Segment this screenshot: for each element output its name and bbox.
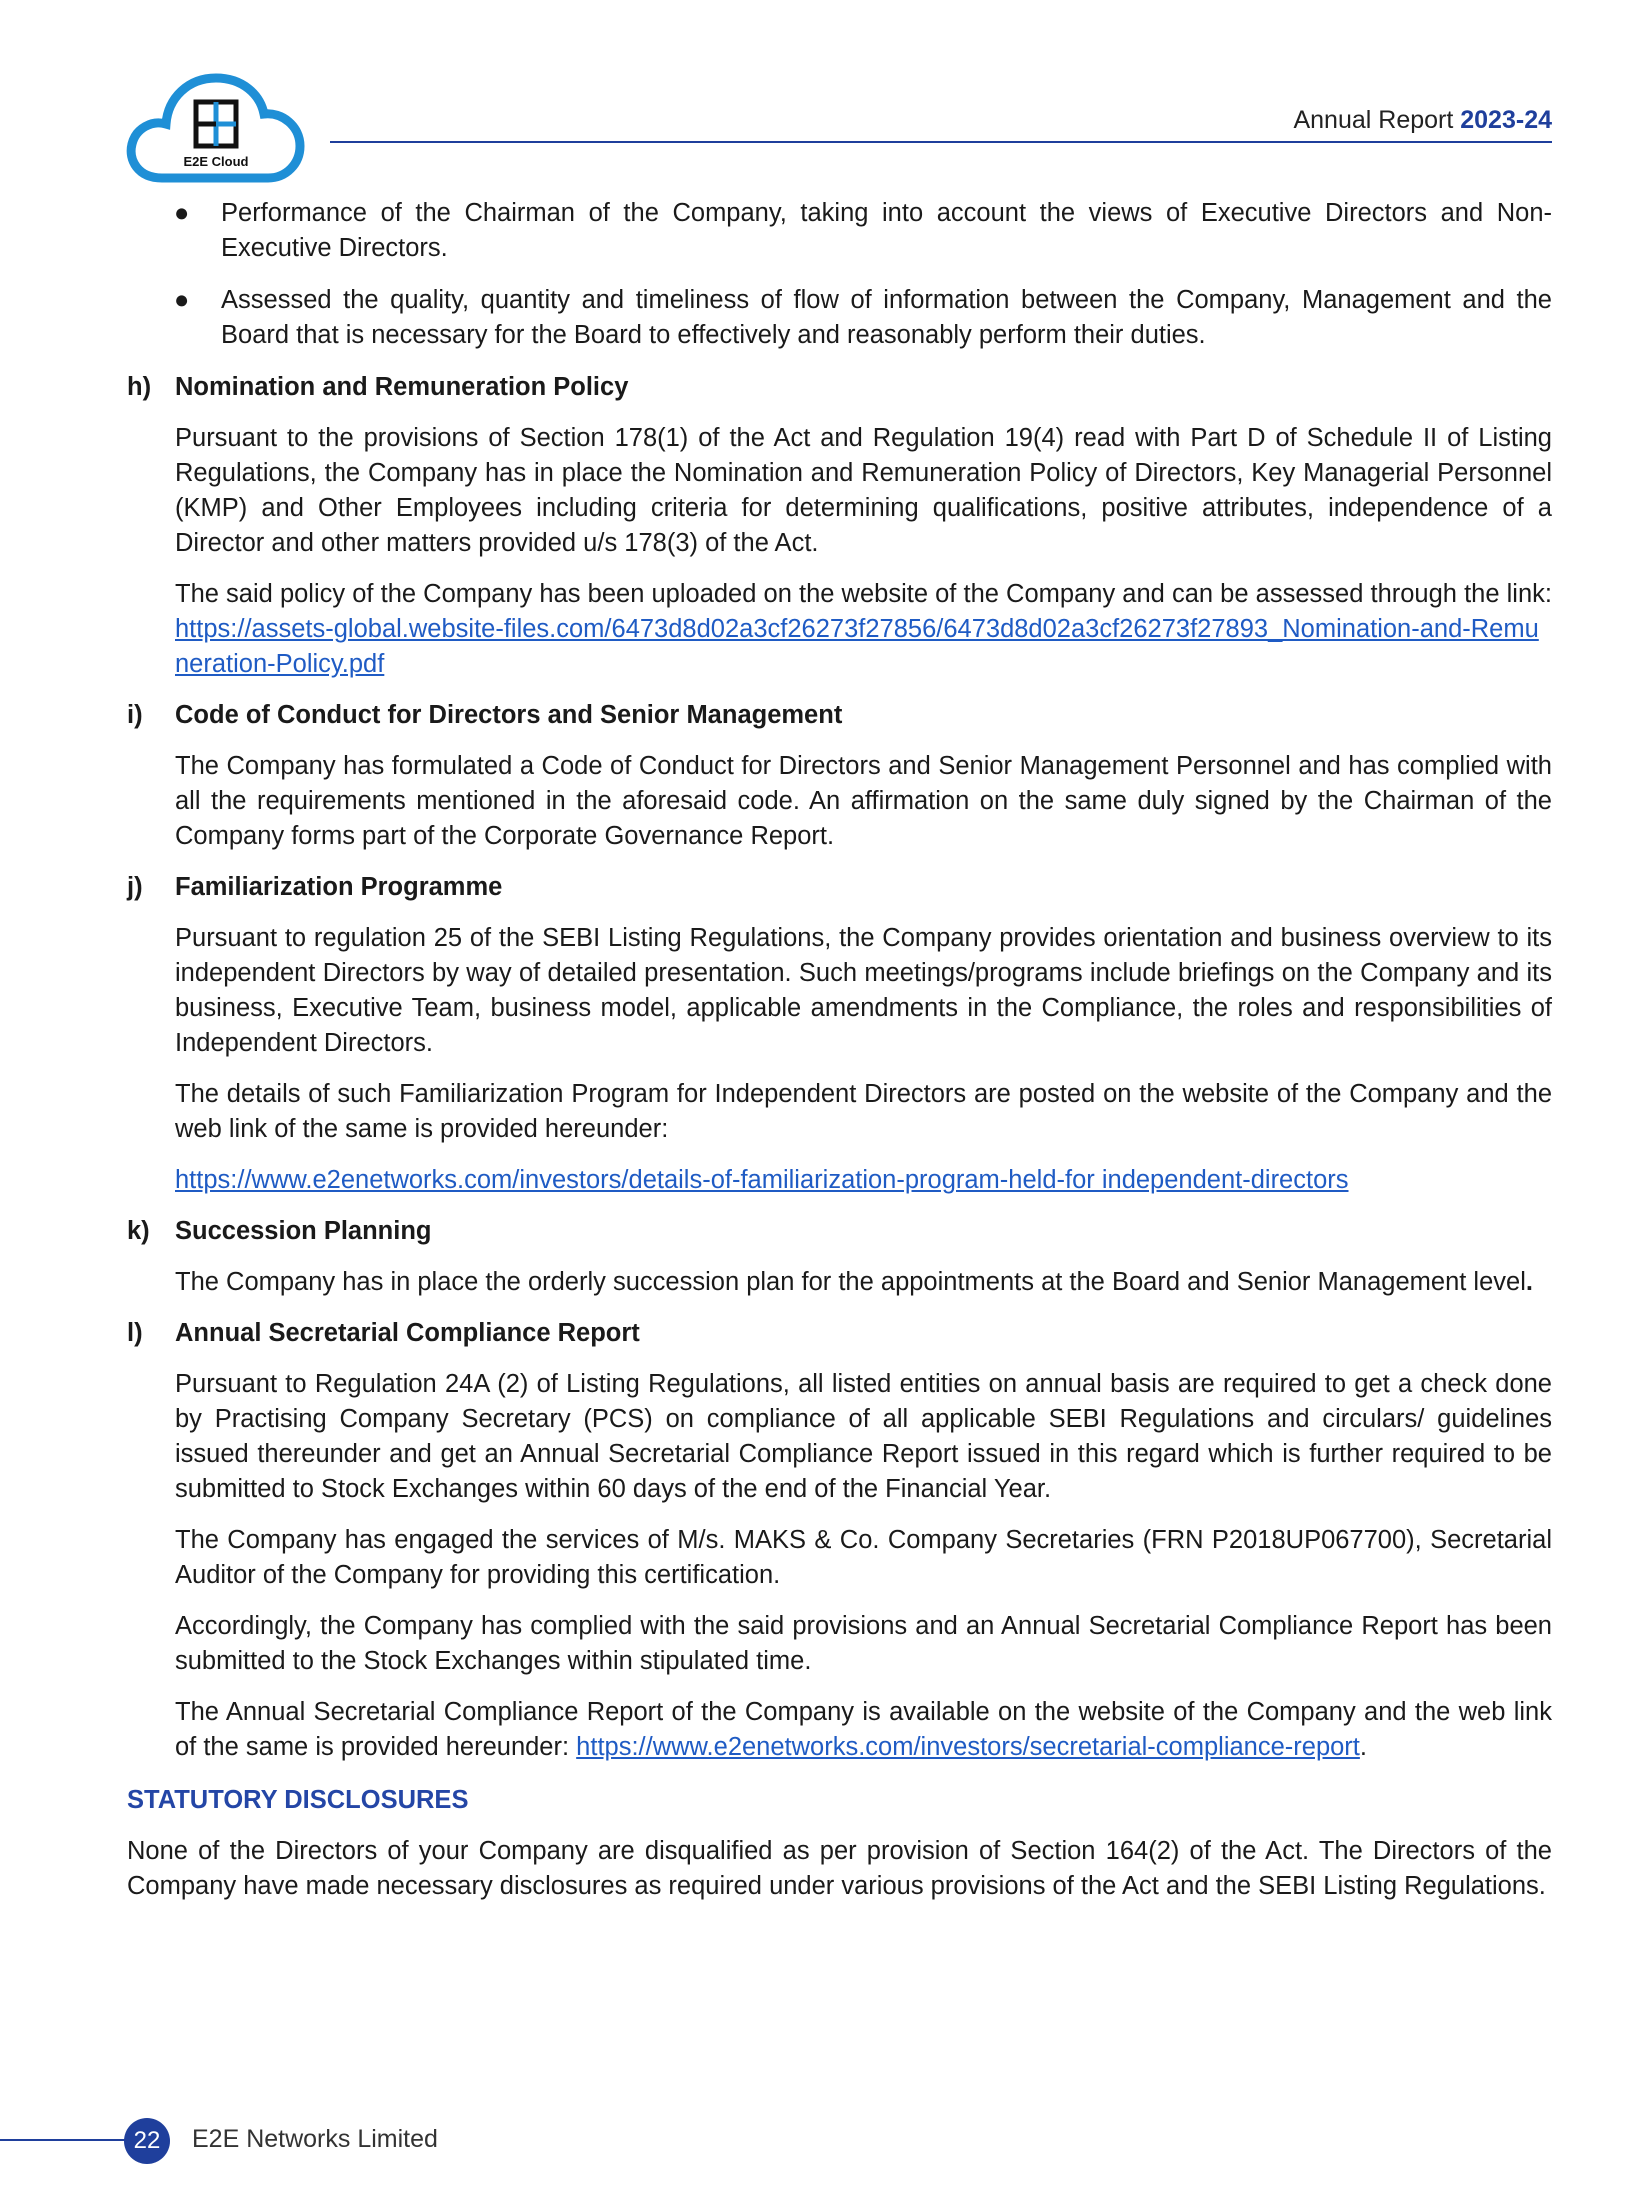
report-year: 2023-24 — [1460, 106, 1552, 134]
section-paragraph-with-link — [175, 577, 1552, 682]
nomination-policy-link[interactable]: https://assets-global.website-files.com/6473d8d02a3cf26273f27856/6473d8d02a3cf26273f27893_Nomination-and-Remuneration-Policy.pdf — [175, 615, 1539, 678]
bullet-icon: ● — [174, 199, 190, 227]
section-paragraph: The details of such Familiarization Program for Independent Directors are posted on the website of the Company and the web link of the same is provided hereunder: — [175, 1080, 1552, 1143]
header-report-title — [1293, 106, 1552, 135]
familiarization-program-link[interactable]: https://www.e2enetworks.com/investors/details-of-familiarization-program-held-for independent-directors — [175, 1166, 1349, 1194]
secretarial-compliance-link[interactable]: https://www.e2enetworks.com/investors/secretarial-compliance-report — [576, 1733, 1360, 1761]
statutory-disclosures-paragraph: None of the Directors of your Company are disqualified as per provision of Section 164(2) of the Act. The Directors of the Company have made necessary disclosures as required under various provisions of the Act and the SEBI Listing Regulations. — [127, 1837, 1552, 1900]
section-heading-j — [127, 870, 1552, 905]
paragraph-text: The Annual Secretarial Compliance Report of the Company is available on the website of the Company and the web link of the same is provided hereunder: — [175, 1698, 1552, 1761]
paragraph-text: The Company has in place the orderly succession plan for the appointments at the Board and Senior Management level — [175, 1268, 1526, 1296]
section-heading-k — [127, 1214, 1552, 1249]
familiarization-link-paragraph — [175, 1163, 1552, 1198]
bullet-item — [127, 196, 1552, 266]
section-paragraph: Accordingly, the Company has complied with the said provisions and an Annual Secretarial Compliance Report has been submitted to the Stock Exchanges within stipulated time. — [175, 1612, 1552, 1675]
section-paragraph-with-link — [175, 1695, 1552, 1765]
section-letter: k) — [127, 1217, 150, 1245]
bullet-icon: ● — [174, 286, 190, 314]
footer-company-name: E2E Networks Limited — [192, 2125, 438, 2153]
section-title: Code of Conduct for Directors and Senior Management — [175, 701, 843, 729]
page-number: 22 — [124, 2118, 170, 2164]
section-letter: j) — [127, 873, 143, 901]
paragraph-text: The said policy of the Company has been uploaded on the website of the Company and can be assessed through the link: — [175, 580, 1552, 608]
section-title: Familiarization Programme — [175, 873, 503, 901]
section-paragraph: Pursuant to Regulation 24A (2) of Listing Regulations, all listed entities on annual basis are required to get a check done by Practising Company Secretary (PCS) on compliance of all applicable SEBI Regulations and circulars/ guidelines issued thereunder and get an Annual Secretarial Compliance Report issued in this regard which is further required to be submitted to Stock Exchanges within 60 days of the end of the Financial Year. — [175, 1370, 1552, 1503]
section-letter: l) — [127, 1319, 143, 1347]
statutory-disclosures-heading: STATUTORY DISCLOSURES — [127, 1786, 469, 1814]
section-paragraph — [175, 1265, 1552, 1300]
section-title: Nomination and Remuneration Policy — [175, 373, 629, 401]
section-title: Annual Secretarial Compliance Report — [175, 1319, 640, 1347]
section-paragraph: Pursuant to the provisions of Section 178(1) of the Act and Regulation 19(4) read with Part D of Schedule II of Listing Regulations, the Company has in place the Nomination and Remuneration Policy of Directors, Key Managerial Personnel (KMP) and Other Employees including criteria for determining qualifications, positive attributes, independence of a Director and other matters provided u/s 178(3) of the Act. — [175, 424, 1552, 557]
section-paragraph: The Company has formulated a Code of Conduct for Directors and Senior Management Personnel and has complied with all the requirements mentioned in the aforesaid code. An affirmation on the same duly signed by the Chairman of the Company forms part of the Corporate Governance Report. — [175, 752, 1552, 850]
report-label: Annual Report — [1293, 106, 1454, 134]
section-heading-i — [127, 698, 1552, 733]
section-title: Succession Planning — [175, 1217, 432, 1245]
paragraph-end: . — [1359, 1733, 1367, 1761]
header-divider — [330, 141, 1552, 143]
logo-text: E2E Cloud — [183, 154, 249, 169]
e2e-cloud-logo — [124, 60, 309, 188]
section-heading-h — [127, 370, 1552, 405]
section-paragraph: Pursuant to regulation 25 of the SEBI Listing Regulations, the Company provides orientation and business overview to its independent Directors by way of detailed presentation. Such meetings/programs include briefings on the Company and its business, Executive Team, business model, applicable amendments in the Compliance, the roles and responsibilities of Independent Directors. — [175, 924, 1552, 1057]
bullet-text: Performance of the Chairman of the Company, taking into account the views of Executive Directors and Non-Executive Directors. — [221, 199, 1552, 262]
section-paragraph: The Company has engaged the services of M/s. MAKS & Co. Company Secretaries (FRN P2018UP067700), Secretarial Auditor of the Company for providing this certification. — [175, 1526, 1552, 1589]
bullet-item — [127, 283, 1552, 353]
section-letter: i) — [127, 701, 143, 729]
paragraph-end: . — [1525, 1268, 1533, 1296]
bullet-text: Assessed the quality, quantity and timeliness of flow of information between the Company, Management and the Board that is necessary for the Board to effectively and reasonably perform their duties. — [221, 286, 1552, 349]
footer-divider — [0, 2139, 132, 2141]
section-letter: h) — [127, 373, 152, 401]
section-heading-l — [127, 1316, 1552, 1351]
page-content — [127, 196, 1552, 1904]
